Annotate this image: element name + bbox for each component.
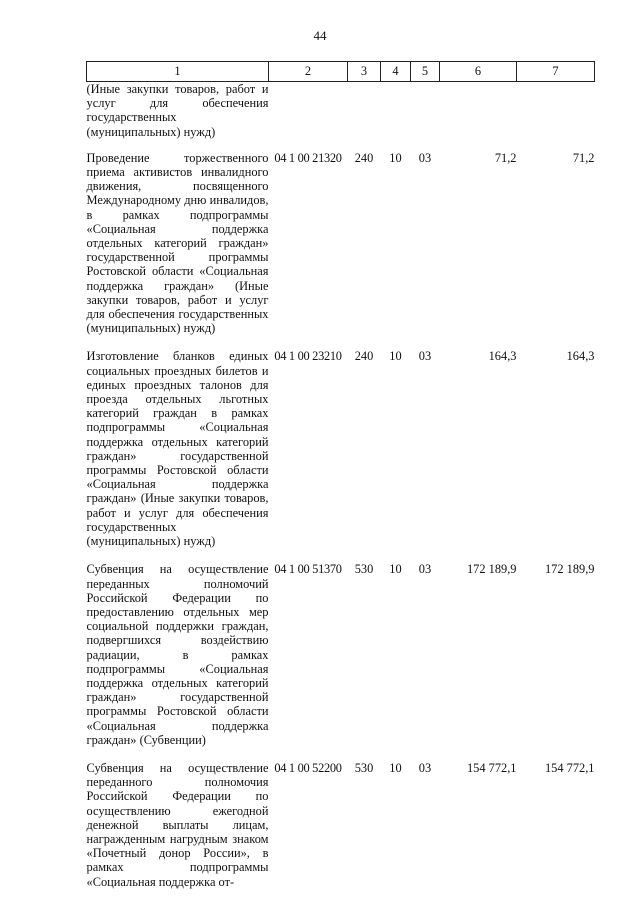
row-amount-year2 bbox=[517, 82, 595, 151]
row-subsection: 03 bbox=[418, 150, 432, 165]
header-col-7: 7 bbox=[517, 62, 595, 82]
row-section: 10 bbox=[389, 760, 402, 775]
header-col-1: 1 bbox=[87, 62, 269, 82]
row-target-code: 04 1 00 23210 bbox=[274, 349, 342, 364]
row-expense-type: 240 bbox=[354, 150, 374, 165]
row-subsection: 03 bbox=[418, 349, 432, 364]
table-row bbox=[87, 349, 595, 562]
row-amount-year2: 172 189,9 bbox=[544, 562, 595, 577]
row-description: Субвенция на осуществление переданных полномочий Российской Федерации по предоставлению отдельных мер социальной поддержки граждан, подвергшихся воздействию радиации, в рамках подпрограммы «Социальная поддержка отдельных категорий граждан» государственной программы Ростовской области «Социальная поддержка граждан» (Субвенции) bbox=[86, 562, 269, 747]
row-amount-year1: 154 772,1 bbox=[466, 760, 517, 775]
page-number: 44 bbox=[313, 28, 327, 43]
row-amount-year1: 172 189,9 bbox=[466, 562, 517, 577]
row-subsection: 03 bbox=[418, 562, 432, 577]
row-description: Изготовление бланков единых социальных проездных билетов и единых проездных талонов для проезда отдельных льготных категорий граждан в рамках подпрограммы «Социальная поддержка отдельных категорий граждан» государственной программы Ростовской области «Социальная поддержка граждан» (Иные закупки товаров, работ и услуг для обеспечения государственных (муниципальных) нужд) bbox=[86, 349, 269, 549]
row-expense-type bbox=[348, 82, 381, 151]
row-target-code: 04 1 00 21320 bbox=[274, 150, 342, 165]
row-amount-year2: 71,2 bbox=[572, 150, 595, 165]
header-col-5: 5 bbox=[411, 62, 440, 82]
row-target-code bbox=[269, 82, 348, 151]
row-description: Субвенция на осуществление переданного полномочия Российской Федерации по осуществлению ежегодной денежной выплаты лицам, награжденным нагрудным знаком «Почетный донор России», в рамках подпрограммы «Социальная поддержка от- bbox=[86, 760, 269, 889]
header-col-6: 6 bbox=[440, 62, 517, 82]
row-subsection: 03 bbox=[418, 760, 432, 775]
row-section bbox=[381, 82, 411, 151]
row-section: 10 bbox=[389, 150, 402, 165]
header-col-4: 4 bbox=[381, 62, 411, 82]
budget-table bbox=[86, 61, 595, 889]
row-section: 10 bbox=[389, 562, 402, 577]
row-description: (Иные закупки товаров, работ и услуг для обеспечения государственных (муниципальных) нужд) bbox=[86, 82, 269, 139]
row-section: 10 bbox=[389, 349, 402, 364]
row-amount-year1 bbox=[440, 82, 517, 151]
header-col-2: 2 bbox=[269, 62, 348, 82]
row-amount-year1: 71,2 bbox=[494, 150, 517, 165]
row-expense-type: 530 bbox=[354, 562, 374, 577]
row-subsection bbox=[411, 82, 440, 151]
table-header-row bbox=[87, 62, 595, 82]
row-expense-type: 530 bbox=[354, 760, 374, 775]
row-target-code: 04 1 00 51370 bbox=[274, 562, 342, 577]
row-amount-year1: 164,3 bbox=[488, 349, 517, 364]
row-description: Проведение торжественного приема активистов инвалидного движения, посвященного Международному дню инвалидов, в рамках подпрограммы «Социальная поддержка отдельных категорий граждан» государственной программы Ростовской области «Социальная поддержка граждан» (Иные закупки товаров, работ и услуг для обеспечения государственных (муниципальных) нужд) bbox=[86, 150, 269, 336]
table-row bbox=[87, 151, 595, 350]
header-col-3: 3 bbox=[348, 62, 381, 82]
table-row bbox=[87, 82, 595, 151]
row-amount-year2: 154 772,1 bbox=[544, 760, 595, 775]
row-target-code: 04 1 00 52200 bbox=[274, 760, 342, 775]
row-expense-type: 240 bbox=[354, 349, 374, 364]
row-amount-year2: 164,3 bbox=[566, 349, 595, 364]
table-row bbox=[87, 761, 595, 889]
table-row bbox=[87, 562, 595, 761]
